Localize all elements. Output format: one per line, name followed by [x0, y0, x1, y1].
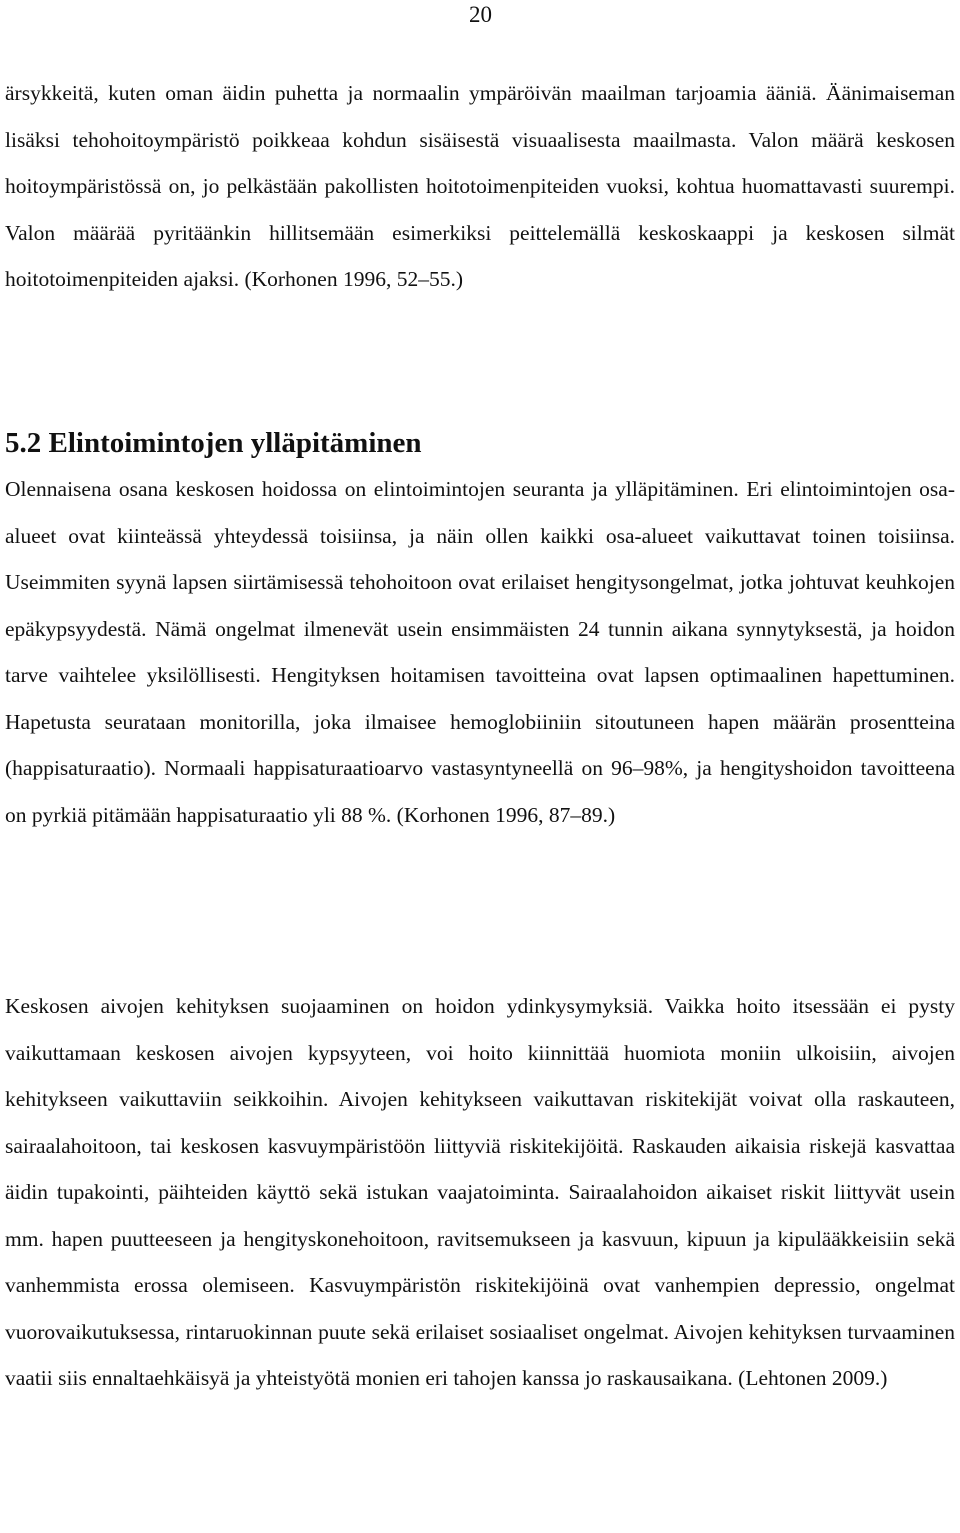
section-heading: 5.2 Elintoimintojen ylläpitäminen — [5, 427, 422, 459]
paragraph-vital-functions: Olennaisena osana keskosen hoidossa on elintoimintojen seuranta ja ylläpitäminen. Eri elintoimintojen osa-alueet ovat kiinteässä yhteydessä toisiinsa, ja näin ollen kaikki osa-alueet vaikuttavat toinen toisiinsa. Useimmiten syynä lapsen siirtämisessä tehohoitoon ovat erilaiset hengitysongelmat, jotka johtuvat keuhkojen epäkypsyydestä. Nämä ongelmat ilmenevät usein ensimmäisten 24 tunnin aikana synnytyksestä, ja hoidon tarve vaihtelee yksilöllisesti. Hengityksen hoitamisen tavoitteina ovat lapsen optimaalinen hapettuminen. Hapetusta seurataan monitorilla, joka ilmaisee hemoglobiiniin sitoutuneen hapen määrän prosentteina (happisaturaatio). Normaali happisaturaatioarvo vastasyntyneellä on 96–98%, ja hengityshoidon tavoitteena on pyrkiä pitämään happisaturaatio yli 88 %. (Korhonen 1996, 87–89.) — [5, 477, 955, 827]
page-number: 20 — [469, 2, 492, 27]
paragraph-sensory-environment: ärsykkeitä, kuten oman äidin puhetta ja normaalin ympäröivän maailman tarjoamia ääniä. Äänimaiseman lisäksi tehohoitoympäristö poikkeaa kohdun sisäisestä visuaalisesta maailmasta. Valon määrä keskosen hoitoympäristössä on, jo pelkästään pakollisten hoitotoimenpiteiden vuoksi, kohtua huomattavasti suurempi. Valon määrää pyritäänkin hillitsemään esimerkiksi peittelemällä keskoskaappi ja keskosen silmät hoitotoimenpiteiden ajaksi. (Korhonen 1996, 52–55.) — [5, 81, 955, 291]
paragraph-brain-development: Keskosen aivojen kehityksen suojaaminen on hoidon ydinkysymyksiä. Vaikka hoito itsessään ei pysty vaikuttamaan keskosen aivojen kypsyyteen, voi hoito kiinnittää huomiota moniin ulkoisiin, aivojen kehitykseen vaikuttaviin seikkoihin. Aivojen kehitykseen vaikuttavan riskitekijät voivat olla raskauteen, sairaalahoitoon, tai keskosen kasvuympäristöön liittyviä riskitekijöitä. Raskauden aikaisia riskejä kasvattaa äidin tupakointi, päihteiden käyttö sekä istukan vaajatoiminta. Sairaalahoidon aikaiset riskit liittyvät usein mm. hapen puutteeseen ja hengityskonehoitoon, ravitsemukseen ja kasvuun, kipuun ja kipulääkkeisiin sekä vanhemmista erossa olemiseen. Kasvuympäristön riskitekijöinä ovat vanhempien depressio, ongelmat vuorovaikutuksessa, rintaruokinnan puute sekä erilaiset sosiaaliset ongelmat. Aivojen kehityksen turvaaminen vaatii siis ennaltaehkäisyä ja yhteistyötä monien eri tahojen kanssa jo raskausaikana. (Lehtonen 2009.) — [5, 994, 955, 1390]
